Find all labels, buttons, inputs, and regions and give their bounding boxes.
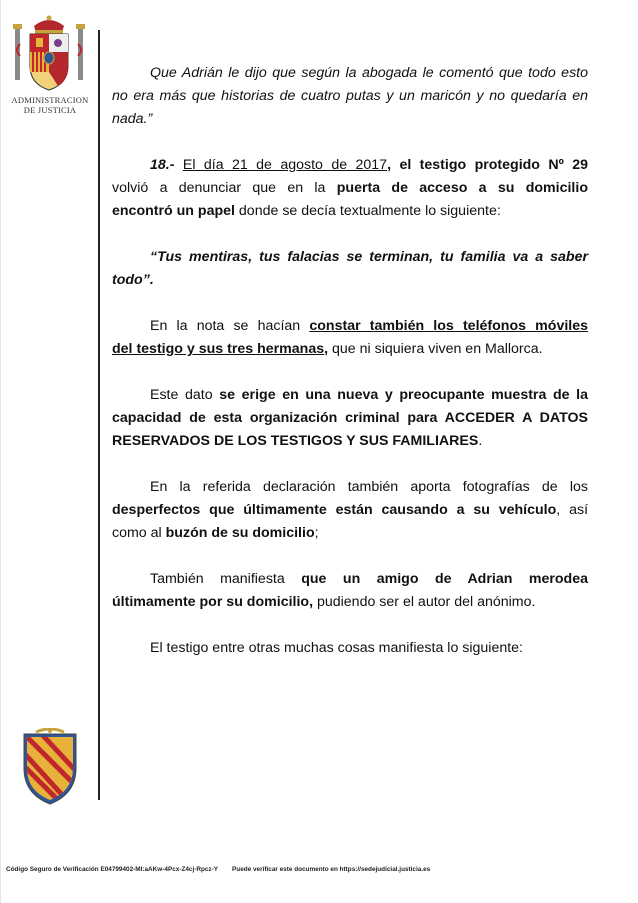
document-body [112, 62, 588, 683]
p4-text-c: que ni siquiera viven en Mallorca. [332, 341, 543, 357]
spain-coat-of-arms-icon [12, 14, 86, 96]
p6-bold-damage: desperfectos que últimamente están causando a su vehículo [112, 502, 557, 518]
p6-line-1: En la referida declaración también aporta fotografías de los [150, 479, 588, 495]
paragraph-friend [112, 568, 588, 614]
p7-line-1 [112, 568, 588, 591]
p4-line-2 [112, 338, 588, 361]
p2-line-2 [112, 177, 588, 200]
p6-line-2 [112, 499, 588, 522]
administracion-de-justicia-label [10, 95, 90, 115]
p6-bold-mailbox: buzón de su domicilio [165, 525, 315, 541]
margin-rule [98, 30, 100, 800]
semicolon: ; [314, 525, 319, 541]
paragraph-photos [112, 476, 588, 545]
admin-line-1: ADMINISTRACION [11, 95, 89, 105]
comma: , [387, 157, 392, 173]
p6-text-b: , así [556, 502, 589, 518]
p2-text-a: volvió a denunciar que en la [112, 180, 326, 196]
p7-line-2 [112, 591, 588, 614]
paragraph-quote-continuation [112, 62, 588, 131]
p5-bold-a: se erige en una nueva y preocupante muestra de la [219, 387, 588, 403]
paragraph-item-18 [112, 154, 588, 223]
period: . [478, 433, 483, 449]
p4-line-1 [112, 315, 588, 338]
p1-line-2: no era más que historias de cuatro putas y un maricón y no quedaría en [112, 88, 588, 104]
paragraph-data-access [112, 384, 588, 453]
p7-text-a: También manifiesta [150, 571, 285, 587]
verify-url: Puede verificar este documento en https://sedejudicial.justicia.es [232, 866, 431, 873]
p6-line-3 [112, 522, 588, 545]
item-date: El día 21 de agosto de 2017 [182, 157, 388, 173]
p2-line-1 [112, 154, 588, 177]
p1-line-3: nada.” [112, 111, 153, 127]
paragraph-witness-states [112, 637, 588, 660]
paragraph-note-quote [112, 246, 588, 292]
comma: , [324, 341, 329, 357]
p2-line-3 [112, 200, 588, 223]
p3-line-1: “Tus mentiras, tus falacias se terminan, tu familia va a saber [150, 249, 588, 265]
p4-bold-phones: constar también los teléfonos móviles [309, 318, 588, 334]
p6-text-c: como al [112, 525, 162, 541]
item-number: 18.- [150, 157, 175, 173]
p5-line-1 [112, 384, 588, 407]
protected-witness: el testigo protegido Nº 29 [399, 157, 588, 173]
p8-line-1: El testigo entre otras muchas cosas manifiesta lo siguiente: [150, 640, 524, 656]
p5-line-2: capacidad de esta organización criminal para ACCEDER A DATOS [112, 410, 588, 426]
p2-bold-paper: encontró un papel [112, 203, 235, 219]
p3-line-2: todo”. [112, 272, 154, 288]
p1-line-1: Que Adrián le dijo que según la abogada le comentó que todo esto [150, 65, 588, 81]
p5-bold-c: RESERVADOS DE LOS TESTIGOS Y SUS FAMILIARES [112, 433, 479, 449]
balearic-islands-shield-icon [14, 728, 88, 808]
p7-bold-a: que un amigo de Adrian merodea [301, 571, 588, 587]
p4-text-a: En la nota se hacían [150, 318, 301, 334]
p7-text-b: pudiendo ser el autor del anónimo. [316, 594, 536, 610]
csv-code: Código Seguro de Verificación E04799402-MI:aAKw-4Pcx-Z4cj-Rpcz-Y [6, 866, 219, 873]
p2-text-b: donde se decía textualmente lo siguiente: [238, 203, 501, 219]
p4-bold-sisters: del testigo y sus tres hermanas [112, 341, 325, 357]
p2-bold-door: puerta de acceso a su domicilio [336, 180, 588, 196]
verification-footer [6, 866, 430, 873]
p7-bold-b: últimamente por su domicilio, [112, 594, 314, 610]
admin-line-2: DE JUSTICIA [23, 105, 77, 115]
p5-text-a: Este dato [150, 387, 213, 403]
paragraph-phones [112, 315, 588, 361]
p5-line-3 [112, 430, 588, 453]
